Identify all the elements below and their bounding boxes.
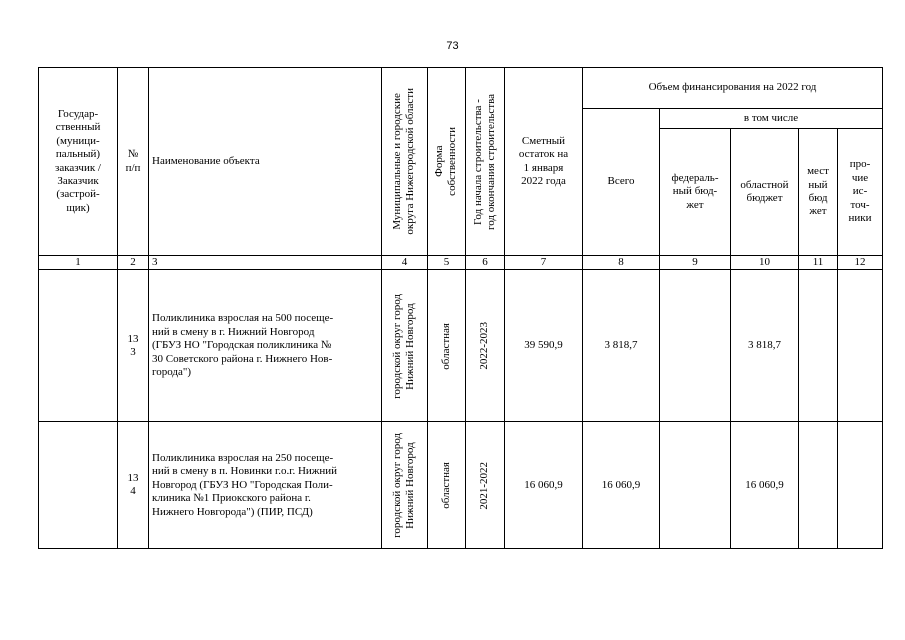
row-ownership-cell (428, 270, 466, 422)
row-municipality-cell (382, 270, 428, 422)
header-including: в том числе (660, 109, 883, 129)
header-years: Год начала строительства - год окончания строительства (471, 93, 497, 230)
column-number: 9 (660, 256, 731, 270)
column-number: 1 (39, 256, 118, 270)
row-municipality: городской округ город Нижний Новгород (391, 433, 417, 538)
column-number: 3 (149, 256, 382, 270)
table-row (39, 270, 883, 422)
row-ownership: областная (439, 462, 452, 509)
column-number: 12 (838, 256, 883, 270)
row-other (838, 422, 883, 549)
column-number: 11 (799, 256, 838, 270)
column-number: 5 (428, 256, 466, 270)
row-other (838, 270, 883, 422)
header-estimate: Сметный остаток на 1 января 2022 года (505, 68, 583, 256)
row-ownership: областная (439, 322, 452, 370)
column-number: 10 (731, 256, 799, 270)
row-local (799, 422, 838, 549)
row-years-cell (466, 270, 505, 422)
header-federal: федераль- ный бюд- жет (660, 129, 731, 256)
page-number: 73 (446, 40, 459, 52)
row-municipality: городской округ город Нижний Новгород (391, 293, 417, 399)
row-local (799, 270, 838, 422)
header-ownership: Форма собственности (433, 127, 459, 196)
row-federal (660, 422, 731, 549)
row-years-cell (466, 422, 505, 549)
header-num: № п/п (118, 68, 149, 256)
column-number: 6 (466, 256, 505, 270)
row-estimate: 39 590,9 (505, 270, 583, 422)
row-num: 13 4 (118, 422, 149, 549)
row-customer (39, 422, 118, 549)
row-object-name: Поликлиника взрослая на 500 посеще- ний в смену в г. Нижний Новгород (ГБУЗ НО "Городская поликлиника № 30 Советского района г. Нижнего Нов- города") (149, 270, 382, 422)
header-local: мест ный бюд жет (799, 129, 838, 256)
row-total: 3 818,7 (583, 270, 660, 422)
row-ownership-cell (428, 422, 466, 549)
header-other: про- чие ис- точ- ники (838, 129, 883, 256)
row-municipality-cell (382, 422, 428, 549)
row-num: 13 3 (118, 270, 149, 422)
header-customer: Государ- ственный (муници- пальный) заказчик / Заказчик (застрой- щик) (39, 68, 118, 256)
row-years: 2021-2022 (478, 461, 491, 510)
header-row-1 (39, 68, 883, 109)
row-regional: 16 060,9 (731, 422, 799, 549)
column-number: 7 (505, 256, 583, 270)
column-number: 2 (118, 256, 149, 270)
row-object-name: Поликлиника взрослая на 250 посеще- ний в смену в п. Новинки г.о.г. Нижний Новгород (ГБУЗ НО "Городская Поли- клиника №1 Приокского района г. Нижнего Новгорода") (ПИР, ПСД) (149, 422, 382, 549)
header-object-name: Наименование объекта (149, 68, 382, 256)
header-funding: Объем финансирования на 2022 год (583, 68, 883, 109)
header-total: Всего (583, 109, 660, 256)
financing-table (38, 67, 883, 549)
row-federal (660, 270, 731, 422)
column-numbers-row (39, 256, 883, 270)
row-total: 16 060,9 (583, 422, 660, 549)
header-municipality-cell (382, 68, 428, 256)
header-years-cell (466, 68, 505, 256)
header-regional: областной бюджет (731, 129, 799, 256)
row-customer (39, 270, 118, 422)
row-regional: 3 818,7 (731, 270, 799, 422)
header-ownership-cell (428, 68, 466, 256)
column-number: 8 (583, 256, 660, 270)
header-municipality: Муниципальные и городские округа Нижегородской области (391, 88, 417, 235)
column-number: 4 (382, 256, 428, 270)
row-estimate: 16 060,9 (505, 422, 583, 549)
table-row (39, 422, 883, 549)
row-years: 2022-2023 (478, 322, 491, 370)
